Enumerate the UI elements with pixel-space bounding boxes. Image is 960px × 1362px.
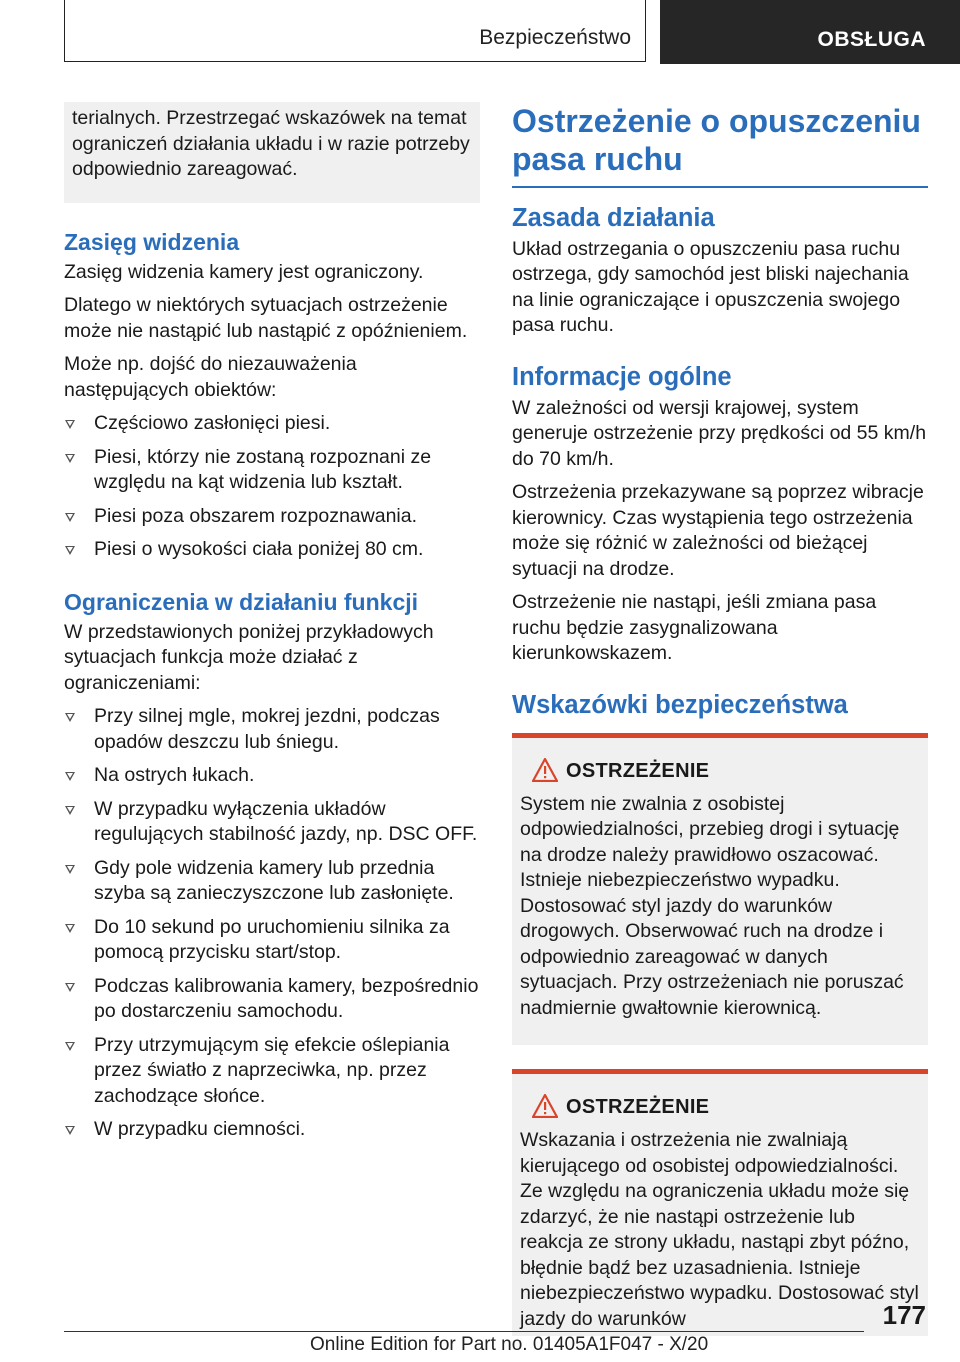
limits-list [64,704,480,1143]
warning-box-1 [512,733,928,1046]
list-item: Na ostrych łukach. [64,763,480,789]
warning-triangle-icon [532,1094,558,1118]
main-title: Ostrzeżenie o opuszczeniu pasa ruchu [512,103,921,177]
range-paragraph-1: Zasięg widzenia kamery jest ograniczony. [64,260,424,283]
general-paragraph-2: Ostrzeżenia przekazywane są poprzez wibracje kierownicy. Czas wystąpienia tego ostrzeżenia może się różnić w zależności od bieżącej sytuacji na drodze. [512,481,924,580]
principle-paragraph: Układ ostrzegania o opuszczeniu pasa ruchu ostrzega, gdy samochód jest bliski najechania na linie ograniczające i opuszczenia swojego pasa ruchu. [512,237,909,336]
bullet-triangle-icon [65,1126,75,1135]
range-paragraph-3: Może np. dojść do niezauważenia następujących obiektów: [64,353,357,401]
header-section-title: Bezpieczeństwo [479,26,631,49]
list-item: Częściowo zasłonięci piesi. [64,411,480,437]
list-item: Piesi poza obszarem rozpoznawania. [64,504,480,530]
bullet-triangle-icon [65,420,75,429]
range-list [64,411,480,563]
warning-box-2 [512,1069,928,1336]
general-paragraph-3: Ostrzeżenie nie nastąpi, jeśli zmiana pasa ruchu będzie zasygnalizowana kierunkowskazem. [512,591,877,664]
title-divider [512,186,928,188]
bullet-triangle-icon [65,1042,75,1051]
warning-text: Wskazania i ostrzeżenia nie zwalniają kierującego od osobistej odpowiedzialności. Ze względu na ograniczenia układu może się zdarzyć, że nie nastąpi ostrzeżenie lub reakcja ze strony układu, nastąpi zbyt późno, błędnie bądź bez uzasadnienia. Istnieje niebezpieczeństwo wypadku. Dostosować styl jazdy do warunków [520,1129,919,1330]
general-heading: Informacje ogólne [512,362,732,391]
safety-heading: Wskazówki bezpieczeństwa [512,690,848,719]
bullet-triangle-icon [65,983,75,992]
list-item: Przy silnej mgle, mokrej jezdni, podczas opadów deszczu lub śniegu. [64,704,480,755]
list-item: Gdy pole widzenia kamery lub przednia szyba są zanieczyszczone lub zasłonięte. [64,856,480,907]
bullet-triangle-icon [65,513,75,522]
list-item: Przy utrzymującym się efekcie oślepiania przez światło z naprzeciwka, np. przez zachodzące słońce. [64,1033,480,1110]
warning-text: System nie zwalnia z osobistej odpowiedzialności, przebieg drogi i sytuację na drodze należy prawidłowo oszacować. Istnieje niebezpieczeństwo wypadku. Dostosować styl jazdy do warunków drogowych. Obserwować ruch na drodze i odpowiednio zareagować w danych sytuacjach. Przy ostrzeżeniach nie poruszać nadmiernie gwałtownie kierownicą. [520,792,904,1019]
right-column [512,102,928,1360]
bullet-triangle-icon [65,865,75,874]
general-paragraph-1: W zależności od wersji krajowej, system generuje ostrzeżenie przy prędkości od 55 km/h do 70 km/h. [512,396,927,470]
page-number: 177 [882,1300,926,1330]
header-chapter-tab [660,0,960,64]
note-box [64,102,480,203]
left-column [64,102,480,1153]
list-item: Podczas kalibrowania kamery, bezpośrednio po dostarczeniu samochodu. [64,974,480,1025]
range-paragraph-2: Dlatego w niektórych sytuacjach ostrzeżenie może nie nastąpić lub nastąpić z opóźnieniem. [64,294,468,342]
limits-heading: Ograniczenia w działaniu funkcji [64,588,419,615]
bullet-triangle-icon [65,454,75,463]
warning-triangle-icon [532,758,558,782]
bullet-triangle-icon [65,772,75,781]
limits-paragraph: W przedstawionych poniżej przykładowych sytuacjach funkcja może działać z ograniczeniami: [64,620,434,694]
list-item: Do 10 sekund po uruchomieniu silnika za pomocą przycisku start/stop. [64,915,480,966]
header-frame [64,0,646,62]
bullet-triangle-icon [65,546,75,555]
list-item: Piesi, którzy nie zostaną rozpoznani ze względu na kąt widzenia lub kształt. [64,445,480,496]
warning-title: OSTRZEŻENIE [566,1096,710,1118]
principle-heading: Zasada działania [512,203,715,232]
list-item: Piesi o wysokości ciała poniżej 80 cm. [64,537,480,563]
bullet-triangle-icon [65,806,75,815]
footer-divider [64,1331,864,1332]
list-item: W przypadku ciemności. [64,1117,480,1143]
note-text: terialnych. Przestrzegać wskazówek na temat ograniczeń działania układu i w razie potrzeby odpowiednio zareagować. [72,107,470,180]
bullet-triangle-icon [65,924,75,933]
bullet-triangle-icon [65,713,75,722]
range-heading: Zasięg widzenia [64,228,240,255]
header-chapter-label: OBSŁUGA [817,28,926,51]
warning-title: OSTRZEŻENIE [566,759,710,782]
list-item: W przypadku wyłączenia układów regulujących stabilność jazdy, np. DSC OFF. [64,797,480,848]
footer-edition: Online Edition for Part no. 01405A1F047 - X/20 [310,1334,709,1355]
